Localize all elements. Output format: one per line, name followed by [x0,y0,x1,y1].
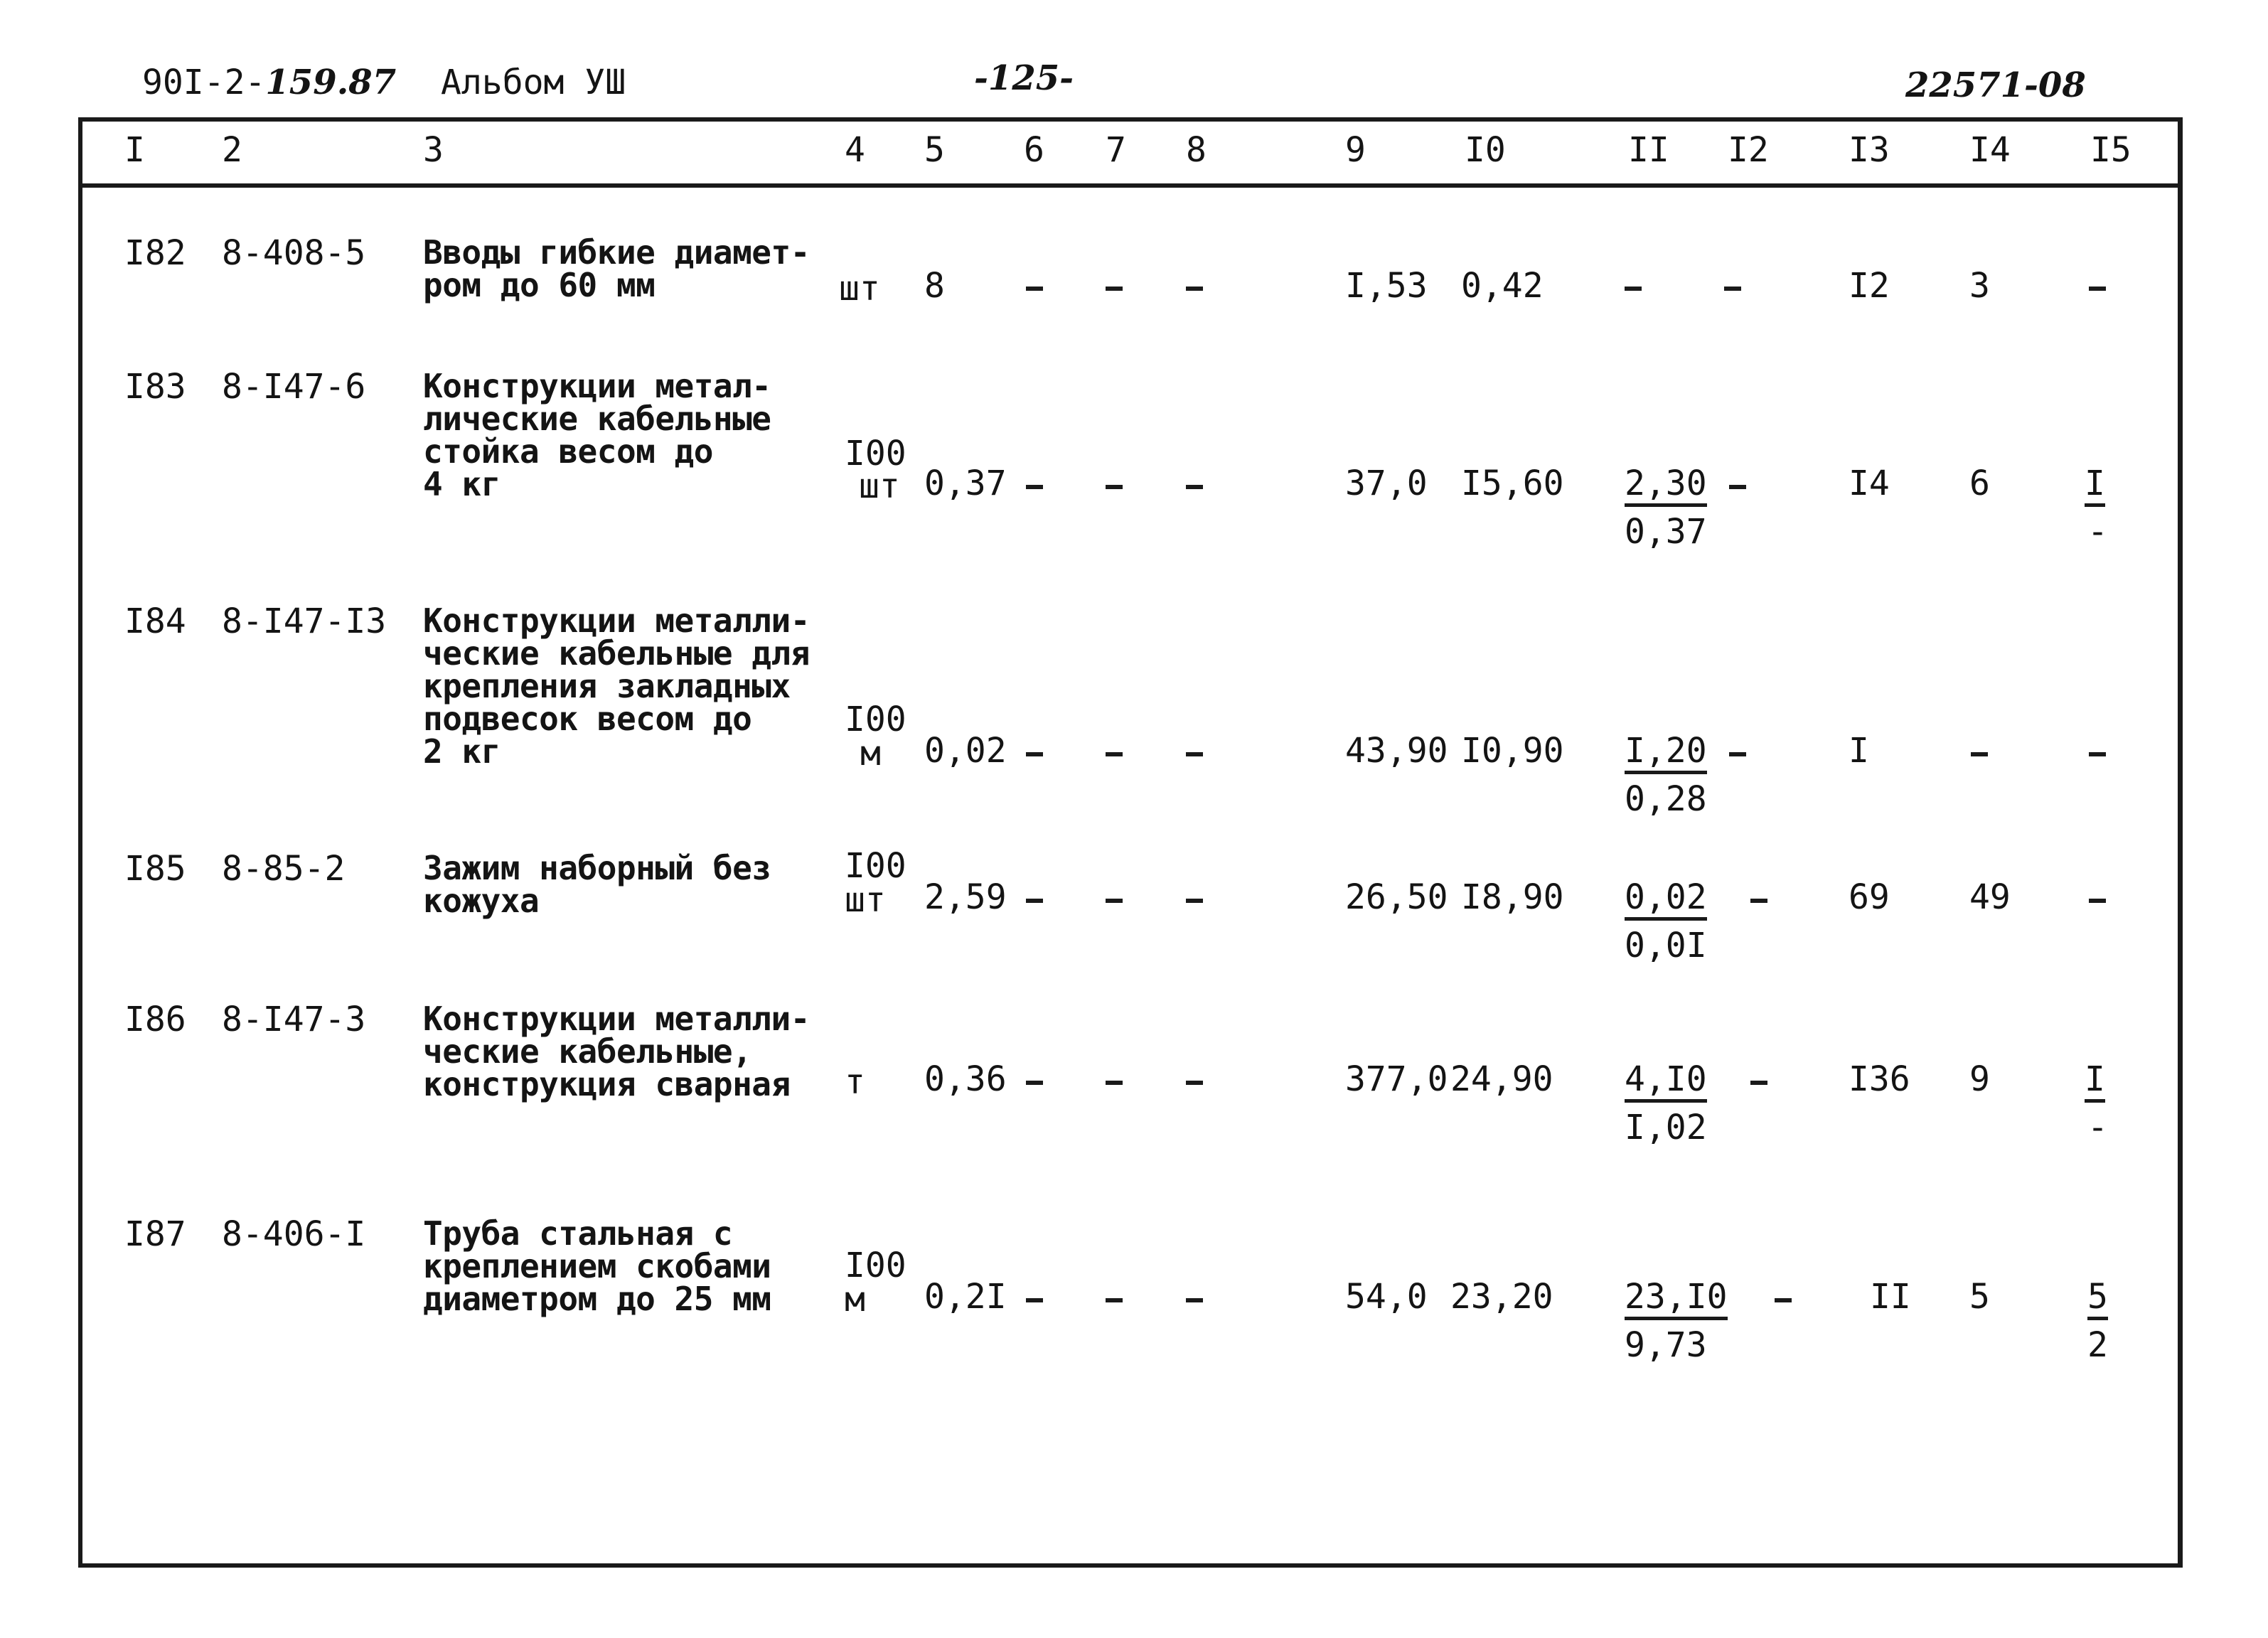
value-col15-numerator: I [2085,465,2105,507]
empty-cell-dash [1186,752,1203,756]
column-header: I4 [1969,130,2011,170]
column-header: 9 [1345,130,1366,170]
empty-cell-dash [1186,1298,1203,1302]
empty-cell-dash [1775,1298,1792,1302]
row-number: I85 [124,849,186,889]
empty-cell-dash [1106,1298,1123,1302]
empty-cell-dash [1729,485,1746,489]
value-col9: 37,0 [1345,464,1428,503]
empty-cell-dash [1186,485,1203,489]
quantity: 2,59 [924,877,1007,917]
row-number: I87 [124,1214,186,1254]
value-col11-numerator: 0,02 [1625,879,1707,921]
document-code [142,63,396,102]
column-header: 2 [222,130,242,170]
value-col14: 6 [1969,464,1990,503]
value-col9: 54,0 [1345,1277,1428,1317]
value-col13: I4 [1849,464,1890,503]
work-description: Зажим наборный без кожуха [423,849,771,920]
value-col10: I8,90 [1461,877,1564,917]
empty-cell-dash [1026,485,1043,489]
value-col15-numerator: 5 [2087,1278,2108,1320]
norm-code: 8-408-5 [222,233,366,273]
norm-code: 8-I47-I3 [222,601,387,641]
empty-cell-dash [1106,1081,1123,1085]
column-header: 5 [924,130,945,170]
empty-cell-dash [1186,899,1203,903]
sheet-code: 22571-08 [1905,65,2086,105]
empty-cell-dash [1750,899,1767,903]
empty-cell-dash [1026,752,1043,756]
value-col13: I2 [1849,266,1890,306]
header-divider [78,183,2183,188]
empty-cell-dash [1026,287,1043,291]
value-col15-denominator: 2 [2087,1325,2108,1365]
value-col9: 26,50 [1345,877,1448,917]
value-col11-denominator: 9,73 [1625,1325,1707,1365]
value-col15-denominator: - [2087,1108,2108,1147]
unit-multiplier: I00 [845,434,906,473]
unit-multiplier: I00 [845,846,906,886]
value-col9: I,53 [1345,266,1428,306]
value-col11-denominator: 0,28 [1625,779,1707,819]
quantity: 0,37 [924,464,1007,503]
unit-of-measure: т [845,1062,865,1102]
empty-cell-dash [1106,287,1123,291]
value-col10: 24,90 [1450,1059,1553,1099]
value-col11-denominator: I,02 [1625,1108,1707,1147]
value-col13: I [1849,731,1869,771]
value-col11-numerator: I,20 [1625,732,1707,774]
column-header: I0 [1465,130,1506,170]
quantity: 0,2I [924,1277,1007,1317]
unit-of-measure: шт [839,269,880,309]
value-col13: 69 [1849,877,1890,917]
value-col10: 23,20 [1450,1277,1553,1317]
column-header: I [124,130,145,170]
value-col9: 43,90 [1345,731,1448,771]
column-header: I3 [1849,130,1890,170]
empty-cell-dash [1106,899,1123,903]
column-header: 3 [423,130,444,170]
value-col15-denominator: - [2087,512,2108,552]
value-col15-numerator: I [2085,1061,2105,1103]
empty-cell-dash [2089,899,2106,903]
norm-code: 8-85-2 [222,849,346,889]
work-description: Вводы гибкие диамет- ром до 60 мм [423,233,810,304]
empty-cell-dash [1724,287,1741,291]
quantity: 0,36 [924,1059,1007,1099]
unit-of-measure: шт [845,880,886,920]
column-header: II [1628,130,1669,170]
empty-cell-dash [1106,752,1123,756]
column-header: 8 [1186,130,1207,170]
empty-cell-dash [2089,287,2106,291]
page-number: -125- [974,58,1074,98]
row-number: I84 [124,601,186,641]
unit-of-measure: м [845,1280,865,1320]
work-description: Конструкции металли- ческие кабельные для крепления закладных подвесок весом до 2 кг [423,601,810,771]
value-col10: 0,42 [1461,266,1544,306]
unit-of-measure: шт [859,466,900,506]
quantity: 8 [924,266,945,306]
value-col14: 5 [1969,1277,1990,1317]
value-col14: 49 [1969,877,2011,917]
value-col11-numerator: 2,30 [1625,465,1707,507]
value-col9: 377,0 [1345,1059,1448,1099]
value-col13: II [1870,1277,1911,1317]
norm-code: 8-I47-3 [222,1000,366,1039]
row-number: I83 [124,367,186,407]
value-col13: I36 [1849,1059,1910,1099]
column-header: 7 [1106,130,1126,170]
value-col11-denominator: 0,37 [1625,512,1707,552]
empty-cell-dash [1026,899,1043,903]
unit-multiplier: I00 [845,700,906,739]
value-col11-numerator: 23,I0 [1625,1278,1728,1320]
column-header: 4 [845,130,865,170]
column-header: I2 [1728,130,1769,170]
empty-cell-dash [1026,1298,1043,1302]
album-label: Альбом УШ [441,63,626,102]
quantity: 0,02 [924,731,1007,771]
work-description: Труба стальная с креплением скобами диаметром до 25 мм [423,1214,771,1318]
value-col14: 3 [1969,266,1990,306]
value-col14: 9 [1969,1059,1990,1099]
table-frame [78,117,2183,1568]
empty-cell-dash [1625,287,1642,291]
norm-code: 8-406-I [222,1214,366,1254]
norm-code: 8-I47-6 [222,367,366,407]
empty-cell-dash [1750,1081,1767,1085]
value-col10: I0,90 [1461,731,1564,771]
empty-cell-dash [1729,752,1746,756]
empty-cell-dash [1106,485,1123,489]
work-description: Конструкции метал- лические кабельные стойка весом до 4 кг [423,367,771,503]
document-code-handwritten: 159.87 [265,63,397,102]
document-code-prefix: 90I-2- [142,63,266,102]
value-col11-denominator: 0,0I [1625,926,1707,965]
unit-of-measure: м [860,734,881,774]
column-header: I5 [2090,130,2131,170]
empty-cell-dash [1186,287,1203,291]
column-header: 6 [1024,130,1044,170]
empty-cell-dash [2089,752,2106,756]
empty-cell-dash [1971,752,1988,756]
row-number: I82 [124,233,186,273]
value-col10: I5,60 [1461,464,1564,503]
row-number: I86 [124,1000,186,1039]
empty-cell-dash [1026,1081,1043,1085]
empty-cell-dash [1186,1081,1203,1085]
work-description: Конструкции металли- ческие кабельные, конструкция сварная [423,1000,810,1103]
value-col11-numerator: 4,I0 [1625,1061,1707,1103]
unit-multiplier: I00 [845,1246,906,1285]
